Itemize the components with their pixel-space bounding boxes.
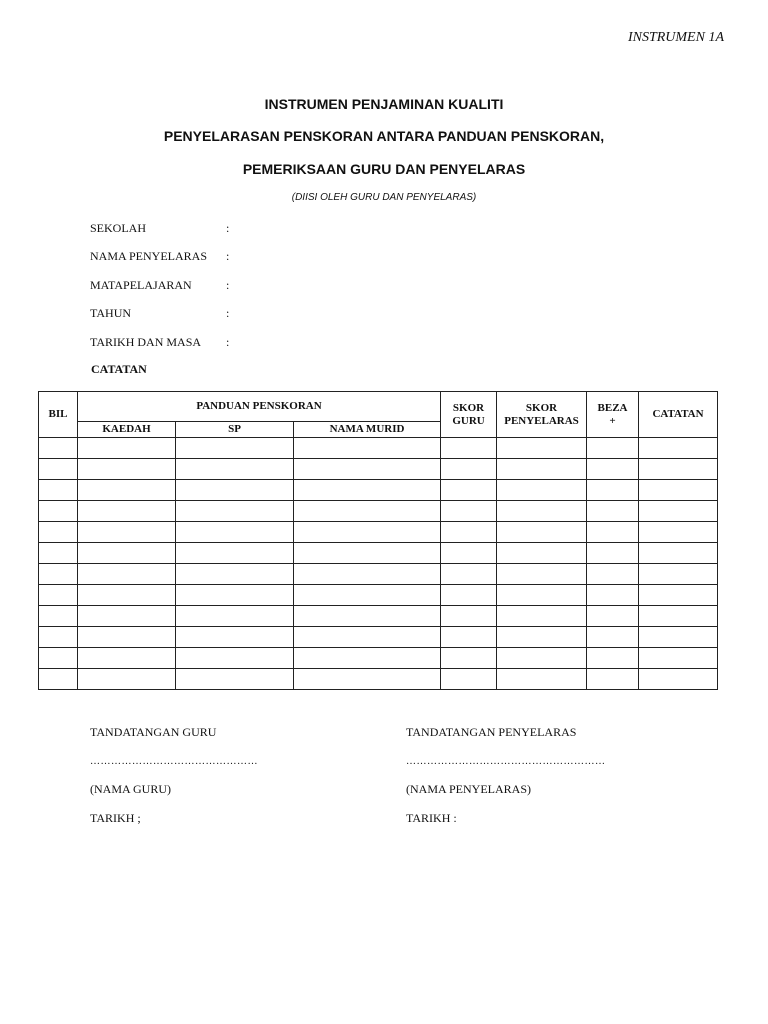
table-row xyxy=(39,543,718,564)
field-matapelajaran[interactable] xyxy=(90,278,229,293)
table-row xyxy=(39,459,718,480)
table-cell[interactable] xyxy=(639,438,718,459)
table-cell[interactable] xyxy=(639,459,718,480)
table-cell[interactable] xyxy=(587,606,639,627)
table-cell[interactable] xyxy=(294,669,441,690)
table-cell[interactable] xyxy=(39,648,78,669)
scoring-table xyxy=(38,391,718,690)
header-skor-penyelaras: SKOR PENYELARAS xyxy=(497,392,587,438)
field-tarikh-masa[interactable] xyxy=(90,335,229,350)
table-cell[interactable] xyxy=(78,627,176,648)
table-cell[interactable] xyxy=(639,606,718,627)
table-cell[interactable] xyxy=(294,564,441,585)
table-cell[interactable] xyxy=(441,669,497,690)
table-cell[interactable] xyxy=(294,438,441,459)
table-cell[interactable] xyxy=(78,669,176,690)
field-separator: : xyxy=(226,249,230,263)
signature-guru-label: TANDATANGAN GURU xyxy=(90,725,217,739)
table-cell[interactable] xyxy=(39,543,78,564)
signature-penyelaras-label: TANDATANGAN PENYELARAS xyxy=(406,725,577,739)
table-cell[interactable] xyxy=(176,606,294,627)
header-nama-murid: NAMA MURID xyxy=(294,422,441,438)
table-cell[interactable] xyxy=(294,459,441,480)
table-cell[interactable] xyxy=(176,669,294,690)
table-row xyxy=(39,501,718,522)
table-cell[interactable] xyxy=(587,438,639,459)
table-cell[interactable] xyxy=(78,459,176,480)
table-cell[interactable] xyxy=(176,480,294,501)
table-cell[interactable] xyxy=(587,564,639,585)
table-cell[interactable] xyxy=(587,459,639,480)
table-cell[interactable] xyxy=(497,606,587,627)
table-cell[interactable] xyxy=(78,480,176,501)
table-cell[interactable] xyxy=(497,585,587,606)
table-cell[interactable] xyxy=(639,564,718,585)
header-bil: BIL xyxy=(39,392,78,438)
table-cell[interactable] xyxy=(78,564,176,585)
table-cell[interactable] xyxy=(441,648,497,669)
table-cell[interactable] xyxy=(441,459,497,480)
field-nama-penyelaras[interactable] xyxy=(90,249,229,264)
table-body xyxy=(39,438,718,690)
table-cell[interactable] xyxy=(176,438,294,459)
table-cell[interactable] xyxy=(294,627,441,648)
table-row xyxy=(39,648,718,669)
table-cell[interactable] xyxy=(294,522,441,543)
header-kaedah: KAEDAH xyxy=(78,422,176,438)
table-cell[interactable] xyxy=(587,501,639,522)
header-catatan: CATATAN xyxy=(639,392,718,438)
table-cell[interactable] xyxy=(78,543,176,564)
field-separator: : xyxy=(226,221,230,235)
table-cell[interactable] xyxy=(639,480,718,501)
table-cell[interactable] xyxy=(441,543,497,564)
table-cell[interactable] xyxy=(441,606,497,627)
field-label: SEKOLAH xyxy=(90,221,146,235)
table-cell[interactable] xyxy=(441,522,497,543)
table-row xyxy=(39,522,718,543)
table-cell[interactable] xyxy=(294,543,441,564)
table-cell[interactable] xyxy=(39,669,78,690)
table-cell[interactable] xyxy=(497,522,587,543)
table-cell[interactable] xyxy=(176,501,294,522)
table-cell[interactable] xyxy=(441,480,497,501)
table-cell[interactable] xyxy=(497,480,587,501)
field-separator: : xyxy=(226,278,230,292)
instrument-reference: INSTRUMEN 1A xyxy=(627,30,724,45)
table-cell[interactable] xyxy=(441,585,497,606)
table-cell[interactable] xyxy=(294,648,441,669)
field-label: NAMA PENYELARAS xyxy=(90,249,208,263)
table-cell[interactable] xyxy=(39,606,78,627)
table-cell[interactable] xyxy=(39,480,78,501)
fill-instruction: (DIISI OLEH GURU DAN PENYELARAS) xyxy=(291,192,477,203)
table-cell[interactable] xyxy=(639,543,718,564)
signature-guru-line[interactable]: ………………………………………… xyxy=(90,756,258,767)
table-cell[interactable] xyxy=(78,438,176,459)
table-cell[interactable] xyxy=(176,585,294,606)
table-cell[interactable] xyxy=(639,627,718,648)
table-row xyxy=(39,585,718,606)
table-cell[interactable] xyxy=(294,501,441,522)
table-cell[interactable] xyxy=(497,669,587,690)
table-cell[interactable] xyxy=(39,501,78,522)
document-title: INSTRUMEN PENJAMINAN KUALITI xyxy=(264,96,504,112)
table-cell[interactable] xyxy=(497,648,587,669)
table-cell[interactable] xyxy=(639,669,718,690)
table-cell[interactable] xyxy=(441,501,497,522)
table-cell[interactable] xyxy=(39,522,78,543)
table-cell[interactable] xyxy=(39,585,78,606)
table-cell[interactable] xyxy=(497,459,587,480)
signature-penyelaras-name: (NAMA PENYELARAS) xyxy=(406,782,532,796)
table-cell[interactable] xyxy=(78,522,176,543)
table-cell[interactable] xyxy=(78,648,176,669)
table-row xyxy=(39,564,718,585)
notes-label: CATATAN xyxy=(91,362,147,376)
field-label: TARIKH DAN MASA xyxy=(90,335,202,349)
table-cell[interactable] xyxy=(639,585,718,606)
table-cell[interactable] xyxy=(176,543,294,564)
table-cell[interactable] xyxy=(587,648,639,669)
table-cell[interactable] xyxy=(497,501,587,522)
table-row xyxy=(39,627,718,648)
signature-guru-name: (NAMA GURU) xyxy=(90,782,171,796)
table-row xyxy=(39,669,718,690)
field-separator: : xyxy=(226,335,230,349)
table-cell[interactable] xyxy=(176,627,294,648)
table-cell[interactable] xyxy=(441,438,497,459)
table-cell[interactable] xyxy=(497,543,587,564)
signature-guru-date: TARIKH ; xyxy=(90,811,141,825)
table-cell[interactable] xyxy=(587,669,639,690)
table-cell[interactable] xyxy=(294,480,441,501)
field-sekolah[interactable] xyxy=(90,221,229,236)
table-cell[interactable] xyxy=(587,522,639,543)
header-skor-guru: SKOR GURU xyxy=(441,392,497,438)
table-cell[interactable] xyxy=(497,627,587,648)
table-cell[interactable] xyxy=(78,501,176,522)
table-row xyxy=(39,480,718,501)
field-separator: : xyxy=(226,306,230,320)
document-subtitle-line2: PEMERIKSAAN GURU DAN PENYELARAS xyxy=(242,161,526,177)
header-sp: SP xyxy=(176,422,294,438)
table-row xyxy=(39,438,718,459)
table-cell[interactable] xyxy=(176,459,294,480)
table-cell[interactable] xyxy=(639,501,718,522)
table-cell[interactable] xyxy=(176,564,294,585)
document-subtitle-line1: PENYELARASAN PENSKORAN ANTARA PANDUAN PENSKORAN, xyxy=(163,128,605,144)
table-cell[interactable] xyxy=(587,480,639,501)
table-cell[interactable] xyxy=(39,564,78,585)
table-cell[interactable] xyxy=(78,585,176,606)
table-cell[interactable] xyxy=(441,627,497,648)
header-beza: BEZA + xyxy=(587,392,639,438)
table-cell[interactable] xyxy=(39,459,78,480)
table-cell[interactable] xyxy=(176,648,294,669)
table-cell[interactable] xyxy=(176,522,294,543)
table-cell[interactable] xyxy=(294,585,441,606)
table-cell[interactable] xyxy=(78,606,176,627)
table-cell[interactable] xyxy=(639,648,718,669)
field-label: MATAPELAJARAN xyxy=(90,278,192,292)
table-cell[interactable] xyxy=(587,585,639,606)
table-cell[interactable] xyxy=(639,522,718,543)
table-cell[interactable] xyxy=(441,564,497,585)
table-row xyxy=(39,606,718,627)
header-panduan-penskoran: PANDUAN PENSKORAN xyxy=(78,392,441,422)
signature-penyelaras-date: TARIKH : xyxy=(406,811,457,825)
table-cell[interactable] xyxy=(587,543,639,564)
table-cell[interactable] xyxy=(497,438,587,459)
field-tahun[interactable] xyxy=(90,306,229,321)
table-cell[interactable] xyxy=(39,438,78,459)
table-cell[interactable] xyxy=(39,627,78,648)
table-cell[interactable] xyxy=(587,627,639,648)
signature-penyelaras-line[interactable]: ………………………………………………… xyxy=(406,756,606,767)
table-cell[interactable] xyxy=(497,564,587,585)
table-cell[interactable] xyxy=(294,606,441,627)
field-label: TAHUN xyxy=(90,306,132,320)
